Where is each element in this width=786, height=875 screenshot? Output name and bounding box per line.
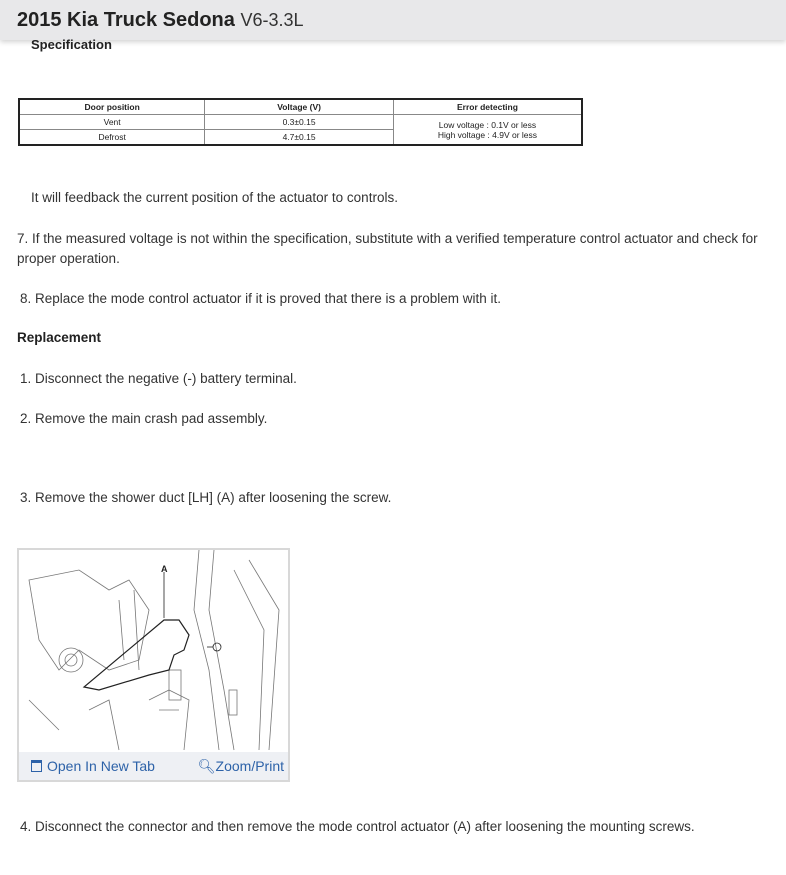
cell: 4.7±0.15 bbox=[205, 130, 394, 146]
engine-label: V6-3.3L bbox=[240, 10, 304, 30]
error-cell: Low voltage : 0.1V or less High voltage : 4.9V or less bbox=[393, 115, 582, 146]
table-row bbox=[19, 115, 582, 130]
page-title: 2015 Kia Truck Sedona V6-3.3L bbox=[17, 9, 304, 31]
col-header: Door position bbox=[19, 99, 205, 115]
diagram-image[interactable] bbox=[19, 550, 288, 752]
open-new-tab-link[interactable]: Open In New Tab bbox=[31, 758, 155, 774]
header-bar bbox=[0, 0, 786, 40]
new-tab-icon bbox=[31, 760, 42, 772]
col-header: Voltage (V) bbox=[205, 99, 394, 115]
replace-step-1: 1. Disconnect the negative (-) battery terminal. bbox=[20, 371, 297, 386]
cell: Defrost bbox=[19, 130, 205, 146]
figure-shower-duct bbox=[17, 548, 290, 782]
replace-step-3: 3. Remove the shower duct [LH] (A) after loosening the screw. bbox=[20, 490, 392, 505]
step-8: 8. Replace the mode control actuator if it is proved that there is a problem with it. bbox=[20, 291, 501, 306]
spec-heading: Specification bbox=[31, 37, 112, 52]
magnifier-icon: 🔍︎ bbox=[197, 758, 216, 774]
feedback-text: It will feedback the current position of the actuator to controls. bbox=[31, 190, 398, 205]
callout-a: A bbox=[161, 564, 168, 574]
step-7: 7. If the measured voltage is not within the specification, substitute with a verified temperature control actuator and check for proper operation. bbox=[17, 231, 758, 266]
cell: 0.3±0.15 bbox=[205, 115, 394, 130]
replace-step-2: 2. Remove the main crash pad assembly. bbox=[20, 411, 268, 426]
replace-step-4: 4. Disconnect the connector and then remove the mode control actuator (A) after loosening the mounting screws. bbox=[20, 819, 695, 834]
replacement-heading: Replacement bbox=[17, 330, 102, 345]
cell: Vent bbox=[19, 115, 205, 130]
figure-toolbar bbox=[19, 752, 288, 780]
spec-table bbox=[18, 98, 583, 146]
col-header: Error detecting bbox=[393, 99, 582, 115]
zoom-print-link[interactable]: 🔍︎Zoom/Print bbox=[197, 758, 284, 774]
